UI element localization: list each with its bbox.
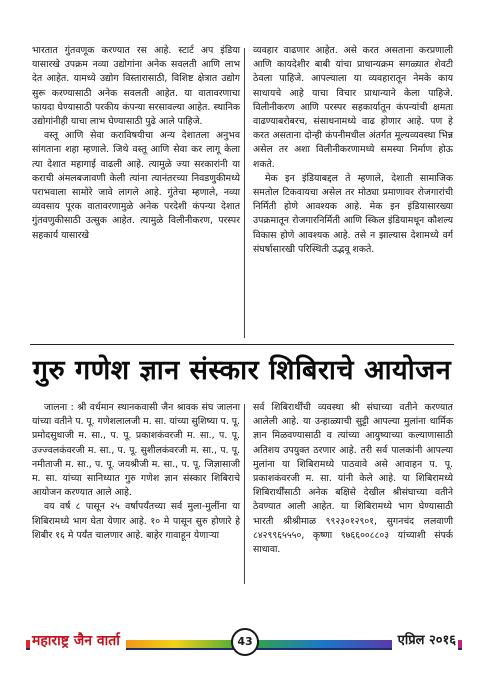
paragraph: जालना : श्री वर्धमान स्थानकवासी जैन श्रावक संघ जालना यांच्या वतीने प. पू. गणेशलालजी म. सा. यांच्या सुशिष्या प. पू. प्रमोदसुधाजी म. सा., प. पू. प्रकाशकंवरजी म. सा., प. पू. उज्ज्वलकंवरजी म. सा., प. पू. सुशीलकंवरजी म. सा., प. पू. नमीताजी म. सा., प. पू. जयश्रीजी म. सा., प. पू. जिज्ञासाजी म. सा. यांच्या सानिध्यात गुरु गणेश ज्ञान संस्कार शिबिराचे आयोजन करण्यात आले आहे. <box>32 402 240 499</box>
paragraph: वय वर्ष ८ पासून २५ वर्षापर्यंतच्या सर्व मुला-मुलींना या शिबिरामध्ये भाग घेता येणार आहे. १० मे पासून सुरु होणारे हे शिबीर १६ मे पर्यंत चालणार आहे. बाहेर गावाहून येणाऱ्या <box>32 501 240 541</box>
page-number: 43 <box>231 628 259 656</box>
column-divider <box>244 48 245 338</box>
issue-date: एप्रिल २०१६ <box>392 630 458 652</box>
article-bottom-right-column <box>253 401 453 557</box>
paragraph: व्यवहार वाढणार आहेत. असे करत असताना करप्रणाली आणि कायदेशीर बाबी यांचा प्राधान्यक्रम सगळ्यात शेवटी ठेवला पाहिजे. आपल्याला या व्यवहारातून नेमके काय साधायचे आहे याचा विचार प्राधान्याने केला पाहिजे. विलीनीकरण आणि परस्पर सहकार्यातून कंपन्यांची क्षमता वाढण्याबरोबरच, संसाधनामध्ये वाढ होणार आहे. पण हे करत असताना दोन्ही कंपनीमधील अंतर्गत मूल्यव्यवस्था भिन्न असेल तर अशा विलीनीकरणामध्ये समस्या निर्माण होऊ शकते. <box>253 45 453 170</box>
article-top-left-column <box>32 44 240 243</box>
paragraph: सर्व शिबिरार्थींची व्यवस्था श्री संघाच्या वतीने करण्यात आलेली आहे. या उन्हाळ्याची सुट्टी आपल्या मुलांना धार्मिक ज्ञान मिळवण्यासाठी व त्यांच्या आयुष्याच्या कल्याणासाठी अतिशय उपयुक्त ठरणार आहे. तरी सर्व पालकांनी आपल्या मुलांना या शिबिरामध्ये पाठवावे असे आवाहन प. पू. प्रकाशकंवरजी म. सा. यांनी केले आहे. या शिबिरामध्ये शिबिरार्थींसाठी अनेक बक्षिसे देखील श्रीसंघाच्या वतीने ठेवण्यात आली आहेत. या शिबिरामध्ये भाग घेण्यासाठी भारती श्रीश्रीमाळ ९९२३०१२९०१, सुगनचंद ललवाणी ८४२९९६५५५०, कृष्णा ९७६६००८८०३ यांच्याशी संपर्क साधावा. <box>253 402 453 556</box>
article-bottom-left-column <box>32 401 240 543</box>
article-headline: गुरु गणेश ज्ञान संस्कार शिबिराचे आयोजन <box>32 355 452 386</box>
paragraph: भारतात गुंतवणूक करण्यात रस आहे. स्टार्ट अप इंडिया यासारखे उपक्रम नव्या उद्योगांना अनेक सवलती आणि लाभ देत आहेत. यामध्ये उद्योग विस्तारासाठी, विशिष्ट क्षेत्रात उद्योग सुरू करण्यासाठी अनेक सवलती आहेत. या वातावरणाचा फायदा घेण्यासाठी परकीय कंपन्या सरसावल्या आहेत. स्थानिक उद्योगांनीही याचा लाभ घेण्यासाठी पुढे आले पाहिजे. <box>32 45 240 128</box>
page-footer <box>26 628 462 658</box>
headline-rule <box>30 344 454 345</box>
article-top-right-column <box>253 44 453 257</box>
paragraph: मेक इन इंडियाबद्दल ते म्हणाले, देशाती सामाजिक समतोल टिकवायचा असेल तर मोठ्या प्रमाणावर रोजगारांची निर्मिती होणे आवश्यक आहे. मेक इन इंडियासारख्या उपक्रमातून रोजगारनिर्मिती आणि स्किल इंडियामधून कौशल्य विकास होणे आवश्यक आहे. तसे न झाल्यास देशामध्ये वर्ग संघर्षासारखी परिस्थिती उद्भवू शकते. <box>253 172 453 255</box>
publication-name: महाराष्ट्र जैन वार्ता <box>30 630 126 652</box>
paragraph: वस्तू आणि सेवा कराविषयीचा अन्य देशातला अनुभव सांगताना शहा म्हणाले. जिथे वस्तू आणि सेवा कर लागू केला त्या देशात महागाई वाढली आहे. त्यामुळे ज्या सरकारांनी या कराची अंमलबजावणी केली त्यांना त्यानंतरच्या निवडणुकीमध्ये पराभवाला सामोरे जावे लागले आहे. गुंतेचा म्हणाले, नव्या व्यवसाय पूरक वातावरणामुळे अनेक परदेशी कंपन्या देशात गुंतवणुकीसाठी उत्सुक आहेत. त्यामुळे विलीनीकरण, परस्पर सहकार्य यासारखे <box>32 130 240 241</box>
column-divider <box>244 404 245 584</box>
